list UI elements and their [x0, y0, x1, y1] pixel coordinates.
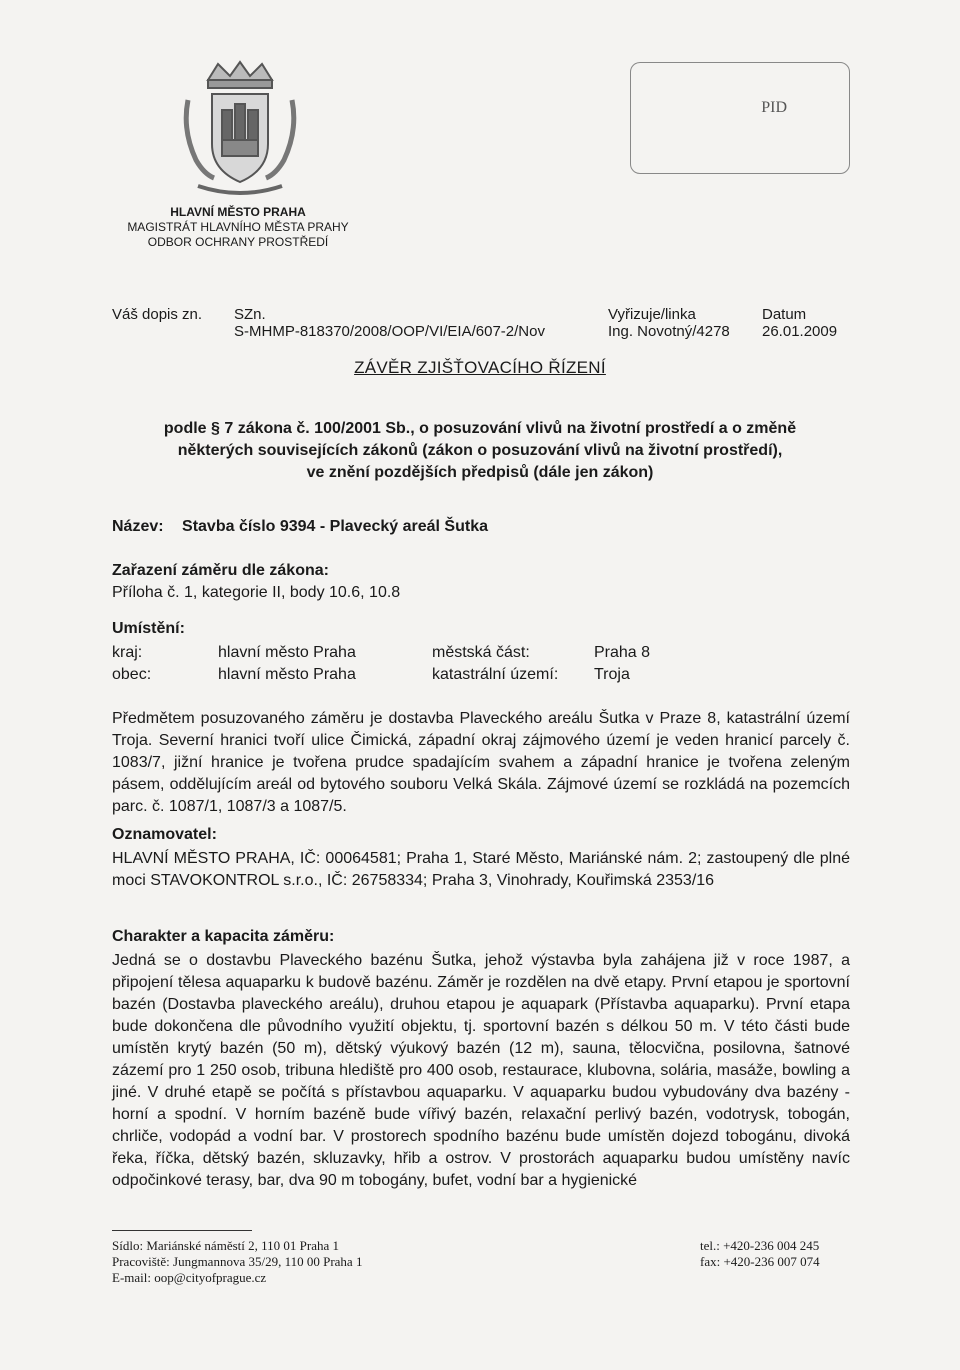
mestska-cast-value: Praha 8: [594, 644, 651, 661]
szn-label: SZn.: [234, 306, 266, 323]
footer-contacts: [700, 1238, 820, 1270]
legal-basis: [110, 418, 850, 484]
zarazeni-value: Příloha č. 1, kategorie II, body 10.6, 10.8: [112, 584, 401, 601]
footer-email: E-mail: oop@cityofprague.cz: [112, 1270, 267, 1285]
legal-line-3: ve znění pozdějších předpisů (dále jen zákon): [306, 464, 654, 481]
nazev-label: Název:: [112, 518, 164, 535]
mestska-cast-label: městská část:: [432, 644, 530, 661]
obec-value: hlavní město Praha: [218, 666, 356, 683]
footer-address: [112, 1238, 362, 1286]
predmet-paragraph: Předmětem posuzovaného záměru je dostavba Plaveckého areálu Šutka v Praze 8, katastrální území Troja. Severní hranici tvoří ulice Čimická, západní okraj zájmového území je veden hranicí parcely č. 1083/7, jižní hranice je tvořena prudce spadajícím svahem a západní hranice je tvořena zeleným pásem, oddělujícím areál od bytového souboru Velká Skála. Zájmové území se rozkládá na pozemcích parc. č. 1087/1, 1087/3 a 1087/5.: [112, 710, 850, 815]
oznamovatel-paragraph: HLAVNÍ MĚSTO PRAHA, IČ: 00064581; Praha 1, Staré Město, Mariánské nám. 2; zastoupený dle plné moci STAVOKONTROL s.r.o., IČ: 26758334; Praha 3, Vinohrady, Kouřimská 2353/16: [112, 850, 850, 889]
katastralni-uzemi-value: Troja: [594, 666, 630, 683]
kraj-label: kraj:: [112, 644, 143, 661]
zarazeni-heading: Zařazení záměru dle zákona:: [112, 562, 329, 579]
oznamovatel-heading: Oznamovatel:: [112, 826, 217, 843]
footer-divider: [112, 1230, 252, 1231]
footer-fax: fax: +420-236 007 074: [700, 1254, 820, 1269]
nazev-row: [112, 518, 488, 536]
katastralni-uzemi-label: katastrální území:: [432, 666, 559, 683]
legal-line-1: podle § 7 zákona č. 100/2001 Sb., o posuzování vlivů na životní prostředí a o změně: [163, 420, 797, 437]
issuing-authority: [108, 205, 368, 250]
kraj-value: hlavní město Praha: [218, 644, 356, 661]
vas-dopis-label: Váš dopis zn.: [112, 306, 203, 323]
org-line-1: HLAVNÍ MĚSTO PRAHA: [170, 205, 306, 219]
vyrizuje-value: Ing. Novotný/4278: [608, 323, 730, 340]
nazev-value: Stavba číslo 9394 - Plavecký areál Šutka: [182, 518, 488, 535]
umisteni-heading: Umístění:: [112, 620, 185, 637]
pid-stamp-box: [630, 62, 850, 174]
szn-value: S-MHMP-818370/2008/OOP/VI/EIA/607-2/Nov: [234, 323, 545, 340]
vyrizuje-label: Vyřizuje/linka: [608, 306, 696, 323]
pid-stamp-text: PID: [761, 99, 787, 116]
legal-line-2: některých souvisejících zákonů (zákon o posuzování vlivů na životní prostředí),: [177, 442, 783, 459]
obec-label: obec:: [112, 666, 152, 683]
datum-label: Datum: [762, 306, 807, 323]
charakter-paragraph: Jedná se o dostavbu Plaveckého bazénu Šutka, jehož výstavba byla zahájena již v roce 1987, a připojení tělesa aquaparku k budově bazénu. Záměr je rozdělen na dvě etapy. První etapou je sportovní bazén (Dostavba plaveckého areálu), druhou etapou je aquapark (Přístavba aquaparku). První etapa bude dokončena dle původního využití objektu, tj. sportovní bazén s délkou 50 m. V této části bude umístěn krytý bazén (50 m), dětský výukový bazén (12 m), sauna, tělocvična, posilovna, šatnové zázemí pro 1 250 osob, tribuna hlediště pro 400 osob, restaurace, klubovna, solária, masáže, bowling a jiné. V druhé etapě se počítá s přístavbou aquaparku. V aquaparku budou vybudovány dva bazény - horní a spodní. V horním bazéně bude vířivý bazén, relaxační perlivý bazén, vodotrysk, tobogán, chrliče, vodopád a vodní bar. V prostorech spodního bazénu bude umístěn dojezd tobogánu, divoká řeka, říčka, dětský bazén, skluzavky, hřib a ostrov. V prostorách aquaparku budou umístěny navíc odpočinkové terasy, bar, dva 90 m tobogány, bufet, vodní bar a hygienické: [112, 952, 850, 1189]
datum-value: 26.01.2009: [762, 323, 838, 340]
prague-coat-of-arms-icon: [178, 60, 302, 200]
footer-sidlo: Sídlo: Mariánské náměstí 2, 110 01 Praha 1: [112, 1238, 339, 1253]
org-line-2: MAGISTRÁT HLAVNÍHO MĚSTA PRAHY: [127, 220, 349, 234]
document-title: ZÁVĚR ZJIŠŤOVACÍHO ŘÍZENÍ: [354, 358, 606, 377]
org-line-3: ODBOR OCHRANY PROSTŘEDÍ: [147, 235, 329, 249]
charakter-heading: Charakter a kapacita záměru:: [112, 928, 335, 945]
footer-tel: tel.: +420-236 004 245: [700, 1238, 820, 1253]
footer-pracoviste: Pracoviště: Jungmannova 35/29, 110 00 Praha 1: [112, 1254, 363, 1269]
